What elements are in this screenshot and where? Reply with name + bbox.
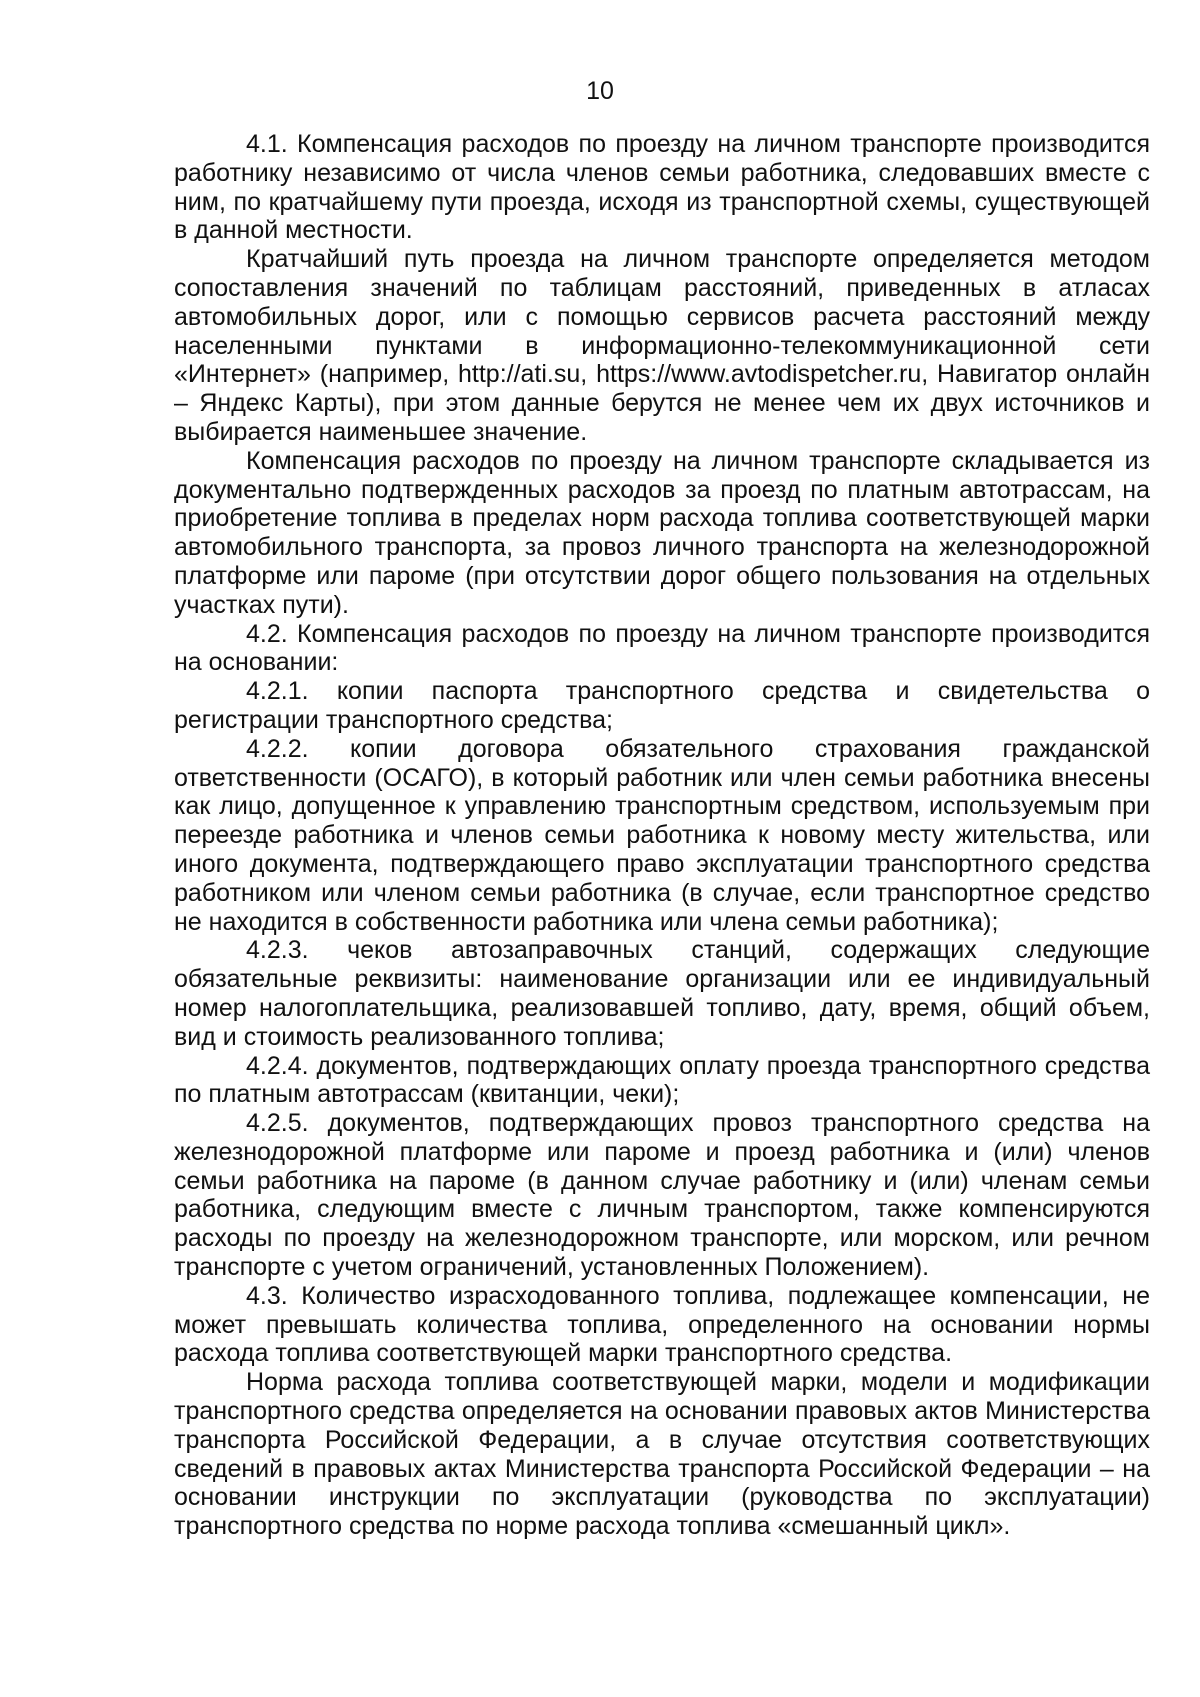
page-number: 10 [586, 77, 614, 105]
paragraph-4-1: 4.1. Компенсация расходов по проезду на личном транспорте производится работнику независимо от числа членов семьи работника, следовавших вместе с ним, по кратчайшему пути проезда, исходя из транспортной схемы, существующей в данной местности. [174, 130, 1150, 245]
paragraph-4-2-1: 4.2.1. копии паспорта транспортного средства и свидетельства о регистрации транспортного средства; [174, 677, 1150, 734]
paragraph-4-2-4: 4.2.4. документов, подтверждающих оплату проезда транспортного средства по платным автотрассам (квитанции, чеки); [174, 1051, 1150, 1109]
paragraph-4-2: 4.2. Компенсация расходов по проезду на личном транспорте производится на основании: [174, 619, 1150, 677]
paragraph-4-2-2: 4.2.2. копии договора обязательного страхования гражданской ответственности (ОСАГО), в который работник или член семьи работника внесены как лицо, допущенное к управлению транспортным средством, используемым при переезде работника и членов семьи работника к новому месту жительства, или иного документа, подтверждающего право эксплуатации транспортного средства работником или членом семьи работника (в случае, если транспортное средство не находится в собственности работника или члена семьи работника); [174, 734, 1150, 936]
paragraph-shortest-route: Кратчайший путь проезда на личном транспорте определяется методом сопоставления значений по таблицам расстояний, приведенных в атласах автомобильных дорог, или с помощью сервисов расчета расстояний между населенными пунктами в информационно-телекоммуникационной сети «Интернет» (например, http://ati.su, https://www.avtodispetcher.ru, Навигатор онлайн – Яндекс Карты), при этом данные берутся не менее чем их двух источников и выбирается наименьшее значение. [174, 245, 1150, 446]
paragraph-fuel-norm: Норма расхода топлива соответствующей марки, модели и модификации транспортного средства определяется на основании правовых актов Министерства транспорта Российской Федерации, а в случае отсутствия соответствующих сведений в правовых актах Министерства транспорта Российской Федерации – на основании инструкции по эксплуатации (руководства по эксплуатации) транспортного средства по норме расхода топлива «смешанный цикл». [174, 1368, 1150, 1541]
paragraph-4-3: 4.3. Количество израсходованного топлива, подлежащее компенсации, не может превышать количества топлива, определенного на основании нормы расхода топлива соответствующей марки транспортного средства. [174, 1281, 1150, 1368]
document-body [174, 130, 1150, 1541]
paragraph-4-2-5: 4.2.5. документов, подтверждающих провоз транспортного средства на железнодорожной платформе или пароме и проезд работника и (или) членов семьи работника на пароме (в данном случае работнику и (или) членам семьи работника, следующим вместе с личным транспортом, также компенсируются расходы по проезду на железнодорожном транспорте, или морском, или речном транспорте с учетом ограничений, установленных Положением). [174, 1109, 1150, 1282]
paragraph-compensation-composition: Компенсация расходов по проезду на личном транспорте складывается из документально подтвержденных расходов за проезд по платным автотрассам, на приобретение топлива в пределах норм расхода топлива соответствующей марки автомобильного транспорта, за провоз личного транспорта на железнодорожной платформе или пароме (при отсутствии дорог общего пользования на отдельных участках пути). [174, 446, 1150, 619]
paragraph-4-2-3: 4.2.3. чеков автозаправочных станций, содержащих следующие обязательные реквизиты: наименование организации или ее индивидуальный номер налогоплательщика, реализовавшей топливо, дату, время, общий объем, вид и стоимость реализованного топлива; [174, 936, 1150, 1051]
